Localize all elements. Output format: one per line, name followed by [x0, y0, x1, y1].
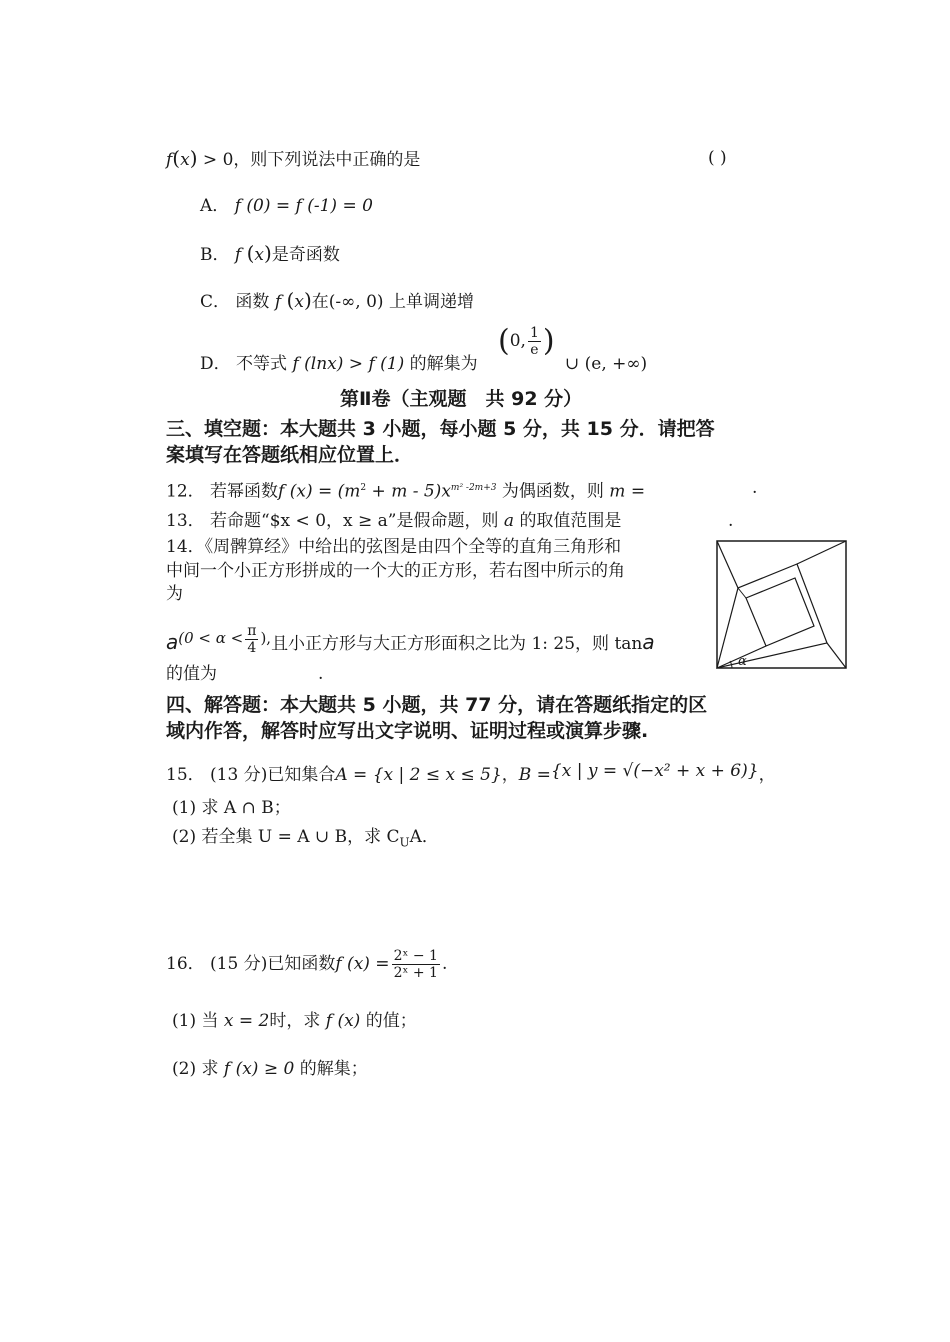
q14-line5	[166, 663, 217, 685]
q16	[166, 941, 447, 987]
option-a-text: f (0) = f (-1) = 0	[234, 196, 373, 216]
section2-title: 第Ⅱ卷（主观题 共 92 分）	[340, 388, 583, 410]
q14-line1	[166, 536, 621, 558]
q15-part2	[172, 826, 439, 853]
option-b-text: 是奇函数	[271, 245, 340, 265]
string-diagram	[716, 540, 848, 670]
q16-end: .	[441, 954, 448, 974]
q15-setB-pre: B =	[518, 765, 551, 785]
option-d-mid: 的解集为	[409, 354, 478, 374]
intro-f: f	[166, 150, 173, 170]
section4-line2: 域内作答，解答时应写出文字说明、证明过程或演算步骤.	[166, 720, 649, 742]
q13	[166, 510, 621, 532]
option-c-pre: 函数	[235, 292, 270, 312]
q15-comma2: ，	[758, 765, 776, 785]
q12-exp: m² -2m+3	[450, 483, 497, 493]
option-a	[200, 195, 373, 217]
q15-comma1: ，	[501, 765, 519, 785]
option-c-interval: (-∞, 0)	[328, 292, 384, 312]
angle-label: α	[738, 654, 747, 669]
section4-line1: 四、解答题：本大题共 5 小题，共 77 分，请在答题纸指定的区	[166, 694, 708, 716]
q14-alpha-2: a	[642, 630, 655, 654]
q13-end: .	[728, 511, 734, 531]
q16-score: (15 分)	[210, 954, 268, 974]
option-d-ineq: f (lnx) > f (1)	[292, 354, 405, 374]
q16-p2-post: 的解集；	[299, 1059, 368, 1079]
q15-score: (13 分)	[210, 765, 268, 785]
q14-cond-num: π	[247, 622, 257, 639]
q14-line3: 为	[166, 584, 183, 604]
q13-post: 的取值范围是	[519, 511, 622, 531]
outer-square	[717, 541, 846, 668]
q12-end: .	[752, 478, 758, 498]
option-c-mid: 在	[311, 292, 329, 312]
q16-part2	[172, 1058, 368, 1080]
q16-frac-den: 2ˣ + 1	[393, 965, 438, 981]
q15-pre: 已知集合	[267, 765, 336, 785]
q12-func: f (x) = (m	[278, 481, 361, 502]
diagram-line-3	[827, 643, 846, 668]
option-d	[200, 353, 478, 375]
option-b: B． f (x)是奇函数	[200, 241, 340, 265]
diagram-line-1	[717, 541, 738, 588]
option-b-label: B．	[200, 245, 230, 265]
option-d-fraction	[528, 325, 541, 358]
q14-line2: 中间一个小正方形拼成的一个大的正方形，若右图中所示的角	[166, 561, 625, 581]
q14-line4-post: 且小正方形与大正方形面积之比为 1: 25，则 tan	[271, 634, 643, 654]
q16-fraction	[392, 948, 440, 981]
section3-line1: 三、填空题：本大题共 3 小题，每小题 5 分，共 15 分．请把答	[166, 418, 715, 440]
q15	[166, 760, 776, 786]
intro-line: f(x) > 0，则下列说法中正确的是	[166, 146, 421, 170]
q15-p2-pre: (2) 若全集 U = A ∪ B，求 C	[172, 827, 400, 847]
q12-pre: 若幂函数	[210, 481, 279, 502]
q14-cond-pre: (0 < α <	[178, 629, 244, 647]
q13-num: 13．	[166, 511, 205, 531]
section3-line2: 案填写在答题纸相应位置上．	[166, 444, 414, 466]
q15-part1: (1) 求 A ∩ B；	[172, 798, 291, 818]
q12-mid: + m - 5)x	[366, 481, 451, 502]
option-d-interval: (0, $\frac{1}{e}$ )	[498, 323, 555, 359]
q16-pre: 已知函数	[267, 954, 336, 974]
option-d-frac-num: 1	[529, 325, 539, 341]
q16-p2-pre: (2) 求	[172, 1059, 219, 1079]
intro-text: > 0，则下列说法中正确的是	[202, 150, 421, 170]
q14-line1-text: 《周髀算经》中给出的弦图是由四个全等的直角三角形和	[204, 537, 622, 557]
q16-p1-func: f (x)	[325, 1011, 361, 1031]
option-c-post: 上单调递增	[388, 292, 474, 312]
option-c-label: C．	[200, 292, 231, 312]
q16-p1-post: 的值；	[365, 1011, 417, 1031]
q15-p2-post: A．	[409, 827, 439, 847]
q14-end: .	[318, 664, 324, 684]
option-d-union: ∪	[565, 354, 580, 374]
q15-setA: A = {x | 2 ≤ x ≤ 5}	[335, 765, 502, 785]
option-c: C． 函数 f (x)在(-∞, 0) 上单调递增	[200, 288, 474, 312]
q16-p2-ineq: f (x) ≥ 0	[223, 1059, 295, 1079]
q14-line5-text: 的值为	[166, 664, 217, 684]
q14-cond-den: 4	[247, 639, 257, 656]
q14-cond-post: ),	[260, 629, 272, 647]
option-d-label: D．	[200, 354, 231, 374]
option-a-label: A．	[200, 196, 230, 216]
option-d-tail	[565, 353, 647, 375]
diagram-line-2	[797, 541, 846, 564]
q16-p1-mid: 时，求	[269, 1011, 321, 1031]
q12-post: 为偶函数，则	[501, 481, 604, 502]
q15-p2-sub: U	[399, 835, 410, 850]
q16-num: 16．	[166, 954, 205, 974]
q12: 12． 若幂函数f $(x) = (m^2 + m - 5)x^{m^2 -2m+3}$ 为偶函数，则 m =	[166, 481, 646, 502]
small-square	[746, 578, 814, 646]
q16-part1	[172, 1010, 417, 1032]
q16-p1-cond: x = 2	[223, 1011, 270, 1031]
q14-line4	[166, 618, 655, 664]
q14-num: 14．	[166, 537, 205, 557]
option-d-tail-text: (e, +∞)	[584, 354, 648, 374]
q16-p1-pre: (1) 当	[172, 1011, 219, 1031]
q15-num: 15．	[166, 765, 205, 785]
q12-var: m =	[609, 481, 646, 502]
q16-frac-num: 2ˣ − 1	[393, 948, 438, 964]
q16-func: f (x) =	[335, 954, 390, 974]
option-d-pre: 不等式	[236, 354, 288, 374]
q12-num: 12．	[166, 481, 205, 502]
q13-var: a	[503, 511, 515, 531]
option-d-frac-den: e	[530, 342, 539, 358]
diagram-line-4	[738, 588, 746, 598]
q14-alpha: a	[166, 630, 179, 654]
answer-paren: ( )	[708, 148, 727, 168]
q15-setB: {x | y = √(−x² + x + 6)}	[550, 761, 759, 781]
q13-pre: 若命题“$x < 0，x ≥ a”是假命题，则	[210, 511, 499, 531]
